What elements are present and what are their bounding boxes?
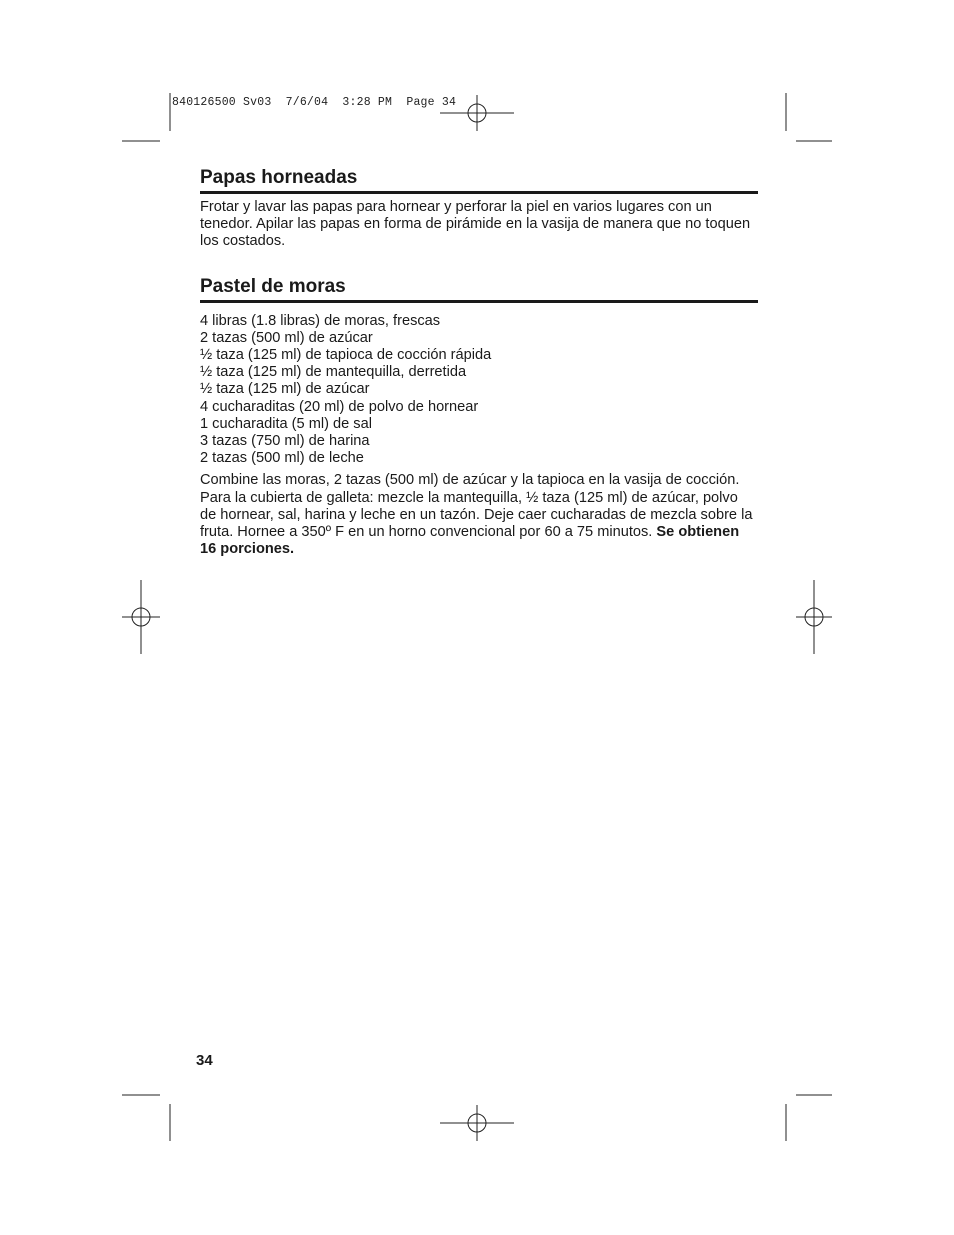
instructions-text: Combine las moras, 2 tazas (500 ml) de azúcar y la tapioca en la vasija de cocción. Para la cubierta de galleta: mezcle la mantequilla, ½ taza (125 ml) de azúcar, polvo de hornear, sal, harina y leche en un tazón. Deje caer cucharadas de mezcla sobre la fruta. Hornee a 350º F en un horno convencional por 60 a 75 minutos. (200, 472, 753, 541)
page-content (200, 166, 758, 582)
ingredient-item: ½ taza (125 ml) de azúcar (200, 381, 370, 398)
ingredient-item: ½ taza (125 ml) de tapioca de cocción rápida (200, 347, 492, 364)
ingredient-item: 1 cucharadita (5 ml) de sal (200, 415, 372, 432)
section-body: Frotar y lavar las papas para hornear y perforar la piel en varios lugares con un tenedor. Apilar las papas en forma de pirámide en la vasija de manera que no toquen los costados. (200, 199, 751, 250)
ingredient-item: 4 cucharaditas (20 ml) de polvo de hornear (200, 398, 479, 415)
print-slug-line: 840126500 Sv03 7/6/04 3:28 PM Page 34 (172, 96, 457, 109)
section-papas-horneadas (200, 166, 758, 251)
section-heading: Pastel de moras (200, 275, 758, 303)
section-heading: Papas horneadas (200, 166, 758, 194)
recipe-instructions (200, 472, 758, 558)
page-number: 34 (196, 1052, 213, 1069)
ingredient-item: 2 tazas (500 ml) de azúcar (200, 329, 373, 346)
ingredient-list (200, 313, 758, 468)
ingredient-item: 4 libras (1.8 libras) de moras, frescas (200, 312, 441, 329)
recipe-yield: Se obtienen 16 porciones. (200, 524, 740, 558)
section-pastel-de-moras (200, 275, 758, 559)
ingredient-item: 2 tazas (500 ml) de leche (200, 450, 364, 467)
ingredient-item: 3 tazas (750 ml) de harina (200, 433, 370, 450)
ingredient-item: ½ taza (125 ml) de mantequilla, derretida (200, 364, 467, 381)
